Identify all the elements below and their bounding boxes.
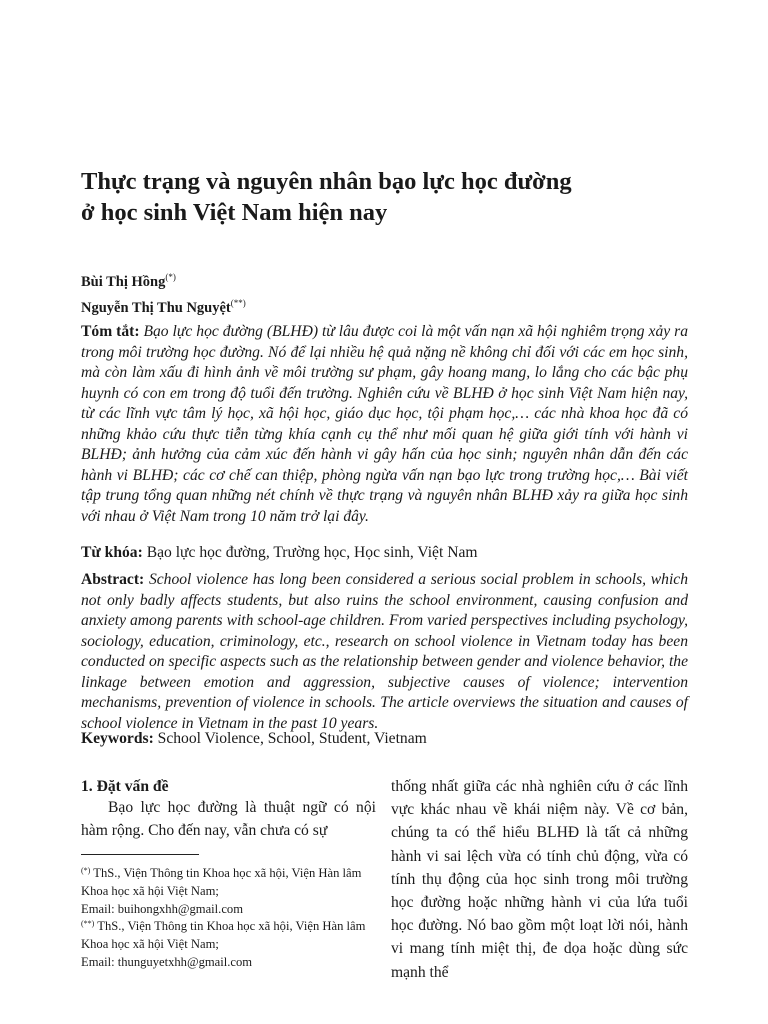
title-line-2: ở học sinh Việt Nam hiện nay bbox=[81, 199, 388, 226]
author-2 bbox=[81, 298, 246, 317]
left-column bbox=[81, 778, 376, 1018]
abstract-label: Abstract: bbox=[81, 571, 145, 588]
article-title bbox=[81, 166, 641, 228]
summary-vi bbox=[81, 322, 688, 527]
footnote-1-mark: (*) bbox=[81, 866, 91, 875]
footnote-1-text: ThS., Viện Thông tin Khoa học xã hội, Viện Hàn lâm Khoa học xã hội Việt Nam; bbox=[81, 866, 362, 898]
keywords-en bbox=[81, 730, 427, 748]
footnote-2 bbox=[81, 915, 376, 971]
footnote-1 bbox=[81, 862, 376, 918]
section-1-right-text: thống nhất giữa các nhà nghiên cứu ở các lĩnh vực khác nhau về khái niệm này. Về cơ bản, chúng ta có thể hiểu BLHĐ là tất cả những hành vi sai lệch vừa có tính chủ động, vừa có tính thụ động của học sinh trong môi trường học đường hoặc những hành vi của lứa tuổi học đường. Nó bao gồm một loạt lời nói, hành vi mang tính miệt thị, đe dọa hoặc dùng sức mạnh thể bbox=[391, 778, 688, 981]
footnote-rule bbox=[81, 854, 199, 855]
summary-label: Tóm tắt: bbox=[81, 323, 140, 340]
footnote-2-mark: (**) bbox=[81, 919, 95, 928]
section-1-heading: 1. Đặt vấn đề bbox=[81, 778, 169, 795]
author-2-name: Nguyễn Thị Thu Nguyệt bbox=[81, 300, 231, 316]
keywords-en-text: School Violence, School, Student, Vietnam bbox=[153, 730, 427, 747]
author-1-mark: (*) bbox=[165, 272, 176, 282]
author-2-mark: (**) bbox=[230, 298, 246, 308]
abstract-text: School violence has long been considered a serious social problem in schools, which not only badly affects students, but also ruins the school environment, causing confusion and anxiety among parents with school-age children. From varied perspectives including psychology, sociology, education, criminology, etc., research on school violence in Vietnam today has been conducted on specific aspects such as the relationship between gender and violence behavior, the linkage between emotion and aggression, subjective causes of violence; intervention mechanisms, prevention of violence in schools. The article overviews the situation and causes of school violence in Vietnam in the past 10 years. bbox=[81, 571, 688, 732]
footnote-2-email: Email: thunguyetxhh@gmail.com bbox=[81, 954, 253, 969]
keywords-vi bbox=[81, 544, 478, 562]
author-1 bbox=[81, 272, 176, 291]
keywords-en-label: Keywords: bbox=[81, 730, 154, 747]
author-1-name: Bùi Thị Hồng bbox=[81, 274, 166, 290]
abstract-en bbox=[81, 570, 688, 734]
keywords-vi-label: Từ khóa: bbox=[81, 544, 143, 561]
footnote-1-email: Email: buihongxhh@gmail.com bbox=[81, 901, 244, 916]
footnote-2-text: ThS., Viện Thông tin Khoa học xã hội, Viện Hàn lâm Khoa học xã hội Việt Nam; bbox=[81, 919, 366, 951]
keywords-vi-text: Bạo lực học đường, Trường học, Học sinh, Việt Nam bbox=[142, 544, 478, 561]
title-line-1: Thực trạng và nguyên nhân bạo lực học đường bbox=[81, 168, 572, 195]
summary-text: Bạo lực học đường (BLHĐ) từ lâu được coi là một vấn nạn xã hội nghiêm trọng xảy ra trong môi trường học đường. Nó để lại nhiều hệ quả nặng nề không chỉ đối với các em học sinh, mà còn làm xấu đi hình ảnh về môi trường sư phạm, gây hoang mang, lo lắng cho các bậc phụ huynh có con em trong độ tuổi đến trường. Nghiên cứu về BLHĐ ở học sinh Việt Nam hiện nay, từ các lĩnh vực tâm lý học, xã hội học, giáo dục học, tội phạm học,… các nhà khoa học đã có những khảo cứu thực tiễn từng khía cạnh cụ thể như mối quan hệ giữa giới tính với hành vi BLHĐ; ảnh hưởng của cảm xúc đến hành vi gây hấn của học sinh; nguyên nhân dẫn đến các hành vi BLHĐ; các cơ chế can thiệp, phòng ngừa vấn nạn bạo lực trong trường học,… Bài viết tập trung tổng quan những nét chính về thực trạng và nguyên nhân BLHĐ xảy ra giữa học sinh với nhau ở Việt Nam trong 10 năm trở lại đây. bbox=[81, 323, 689, 525]
section-1-left-text: Bạo lực học đường là thuật ngữ có nội hàm rộng. Cho đến nay, vẫn chưa có sự bbox=[81, 799, 376, 840]
right-column bbox=[391, 775, 688, 1020]
